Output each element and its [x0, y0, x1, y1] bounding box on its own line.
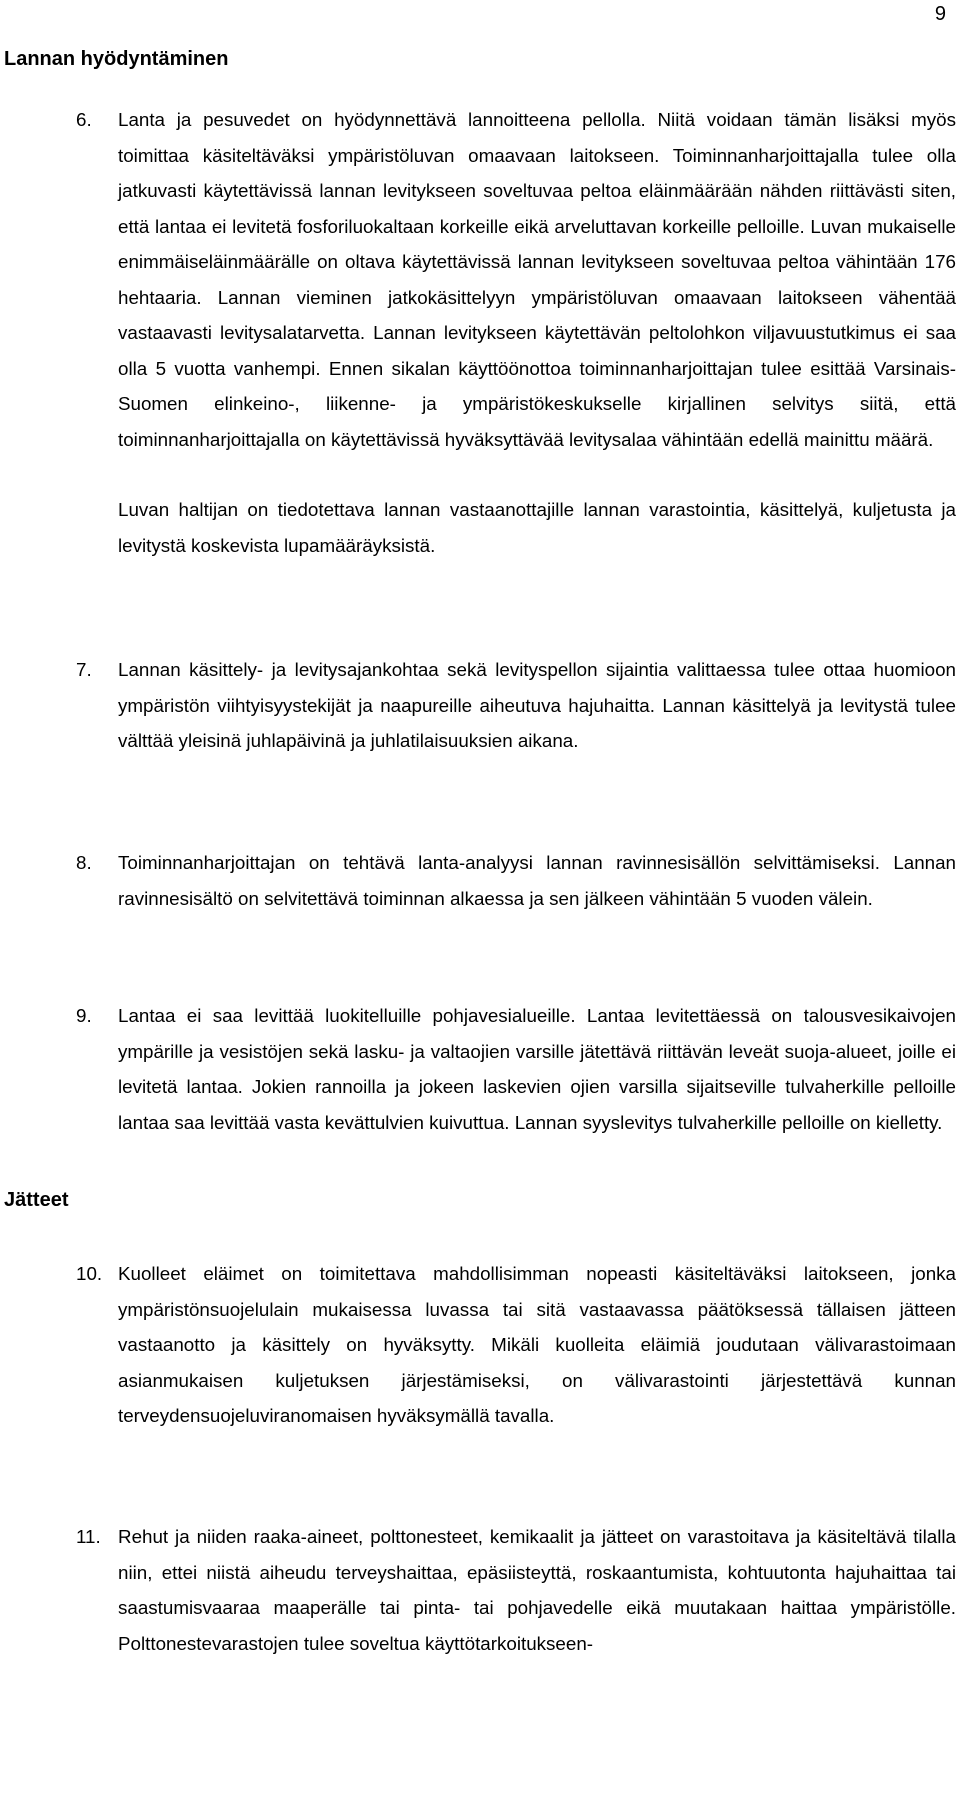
regulation-item-8	[76, 845, 956, 916]
page-number: 9	[934, 3, 946, 25]
item-number: 6.	[76, 109, 92, 130]
section-heading-manure-use: Lannan hyödyntäminen	[4, 48, 229, 70]
paragraph: Lannan käsittely- ja levitysajankohtaa sekä levityspellon sijaintia valittaessa tulee ottaa huomioon ympäristön viihtyisyystekijät ja naapureille aiheutuva hajuhaitta. Lannan käsittelyä ja levitystä tulee välttää yleisinä juhlapäivinä ja juhlatilaisuuksien aikana.	[118, 659, 956, 751]
regulation-item-10	[76, 1256, 956, 1434]
paragraph: Toiminnanharjoittajan on tehtävä lanta-analyysi lannan ravinnesisällön selvittämiseksi. Lannan ravinnesisältö on selvitettävä toiminnan alkaessa ja sen jälkeen vähintään 5 vuoden välein.	[118, 852, 956, 909]
paragraph: Lanta ja pesuvedet on hyödynnettävä lannoitteena pellolla. Niitä voidaan tämän lisäksi myös toimittaa käsiteltäväksi ympäristöluvan omaavaan laitokseen. Toiminnanharjoittajalla tulee olla jatkuvasti käytettävissä lannan levitykseen soveltuvaa peltoa eläinmäärään nähden riittävästi siten, että lantaa ei levitetä fosforiluokaltaan korkeille eikä arveluttavan korkeille pelloille. Luvan mukaiselle enimmäiseläinmäärälle on oltava käytettävissä lannan levitykseen soveltuvaa peltoa vähintään 176 hehtaaria. Lannan vieminen jatkokäsittelyyn ympäristöluvan omaavaan laitokseen vähentää vastaavasti levitysalatarvetta. Lannan levitykseen käytettävän peltolohkon viljavuustutkimus ei saa olla 5 vuotta vanhempi. Ennen sikalan käyttöönottoa toiminnanharjoittajan tulee esittää Varsinais-Suomen elinkeino-, liikenne- ja ympäristökeskukselle kirjallinen selvitys siitä, että toiminnanharjoittajalla on käytettävissä hyväksyttävää levitysalaa vähintään edellä mainittu määrä.	[118, 109, 956, 450]
item-number: 11.	[76, 1526, 101, 1547]
item-number: 9.	[76, 1005, 92, 1026]
regulation-item-9	[76, 998, 956, 1140]
item-text	[118, 102, 956, 563]
paragraph: Rehut ja niiden raaka-aineet, polttonesteet, kemikaalit ja jätteet on varastoitava ja käsiteltävä tilalla niin, ettei niistä aiheudu terveyshaittaa, epäsiisteyttä, roskaantumista, kohtuutonta hajuhaittaa tai saastumisvaaraa maaperälle tai pinta- tai pohjavedelle eikä muutakaan haittaa ympäristölle. Polttonestevarastojen tulee soveltua käyttötarkoitukseen-	[118, 1526, 956, 1654]
paragraph: Lantaa ei saa levittää luokitelluille pohjavesialueille. Lantaa levitettäessä on talousvesikaivojen ympärille ja vesistöjen sekä lasku- ja valtaojien varsille jätettävä riittävän leveät suoja-alueet, joille ei levitetä lantaa. Jokien rannoilla ja jokeen laskevien ojien varsilla sijaitseville tulvaherkille pelloille lantaa saa levittää vasta kevättulvien kuivuttua. Lannan syyslevitys tulvaherkille pelloille on kielletty.	[118, 1005, 956, 1133]
item-text	[118, 998, 956, 1140]
item-text	[118, 1256, 956, 1434]
item-text	[118, 845, 956, 916]
regulation-item-6	[76, 102, 956, 563]
paragraph: Luvan haltijan on tiedotettava lannan vastaanottajille lannan varastointia, käsittelyä, kuljetusta ja levitystä koskevista lupamääräyksistä.	[118, 499, 956, 556]
regulation-item-11	[76, 1519, 956, 1661]
paragraph: Kuolleet eläimet on toimitettava mahdollisimman nopeasti käsiteltäväksi laitokseen, jonka ympäristönsuojelulain mukaisessa luvassa tai sitä vastaavassa päätöksessä tällaisen jätteen vastaanotto ja käsittely on hyväksytty. Mikäli kuolleita eläimiä joudutaan välivarastoimaan asianmukaisen kuljetuksen järjestämiseksi, on välivarastointi järjestettävä kunnan terveydensuojeluviranomaisen hyväksymällä tavalla.	[118, 1263, 956, 1426]
item-number: 7.	[76, 659, 92, 680]
section-heading-waste: Jätteet	[4, 1189, 69, 1211]
regulation-item-7	[76, 652, 956, 759]
item-number: 10.	[76, 1263, 103, 1284]
item-text	[118, 1519, 956, 1661]
item-text	[118, 652, 956, 759]
item-number: 8.	[76, 852, 92, 873]
